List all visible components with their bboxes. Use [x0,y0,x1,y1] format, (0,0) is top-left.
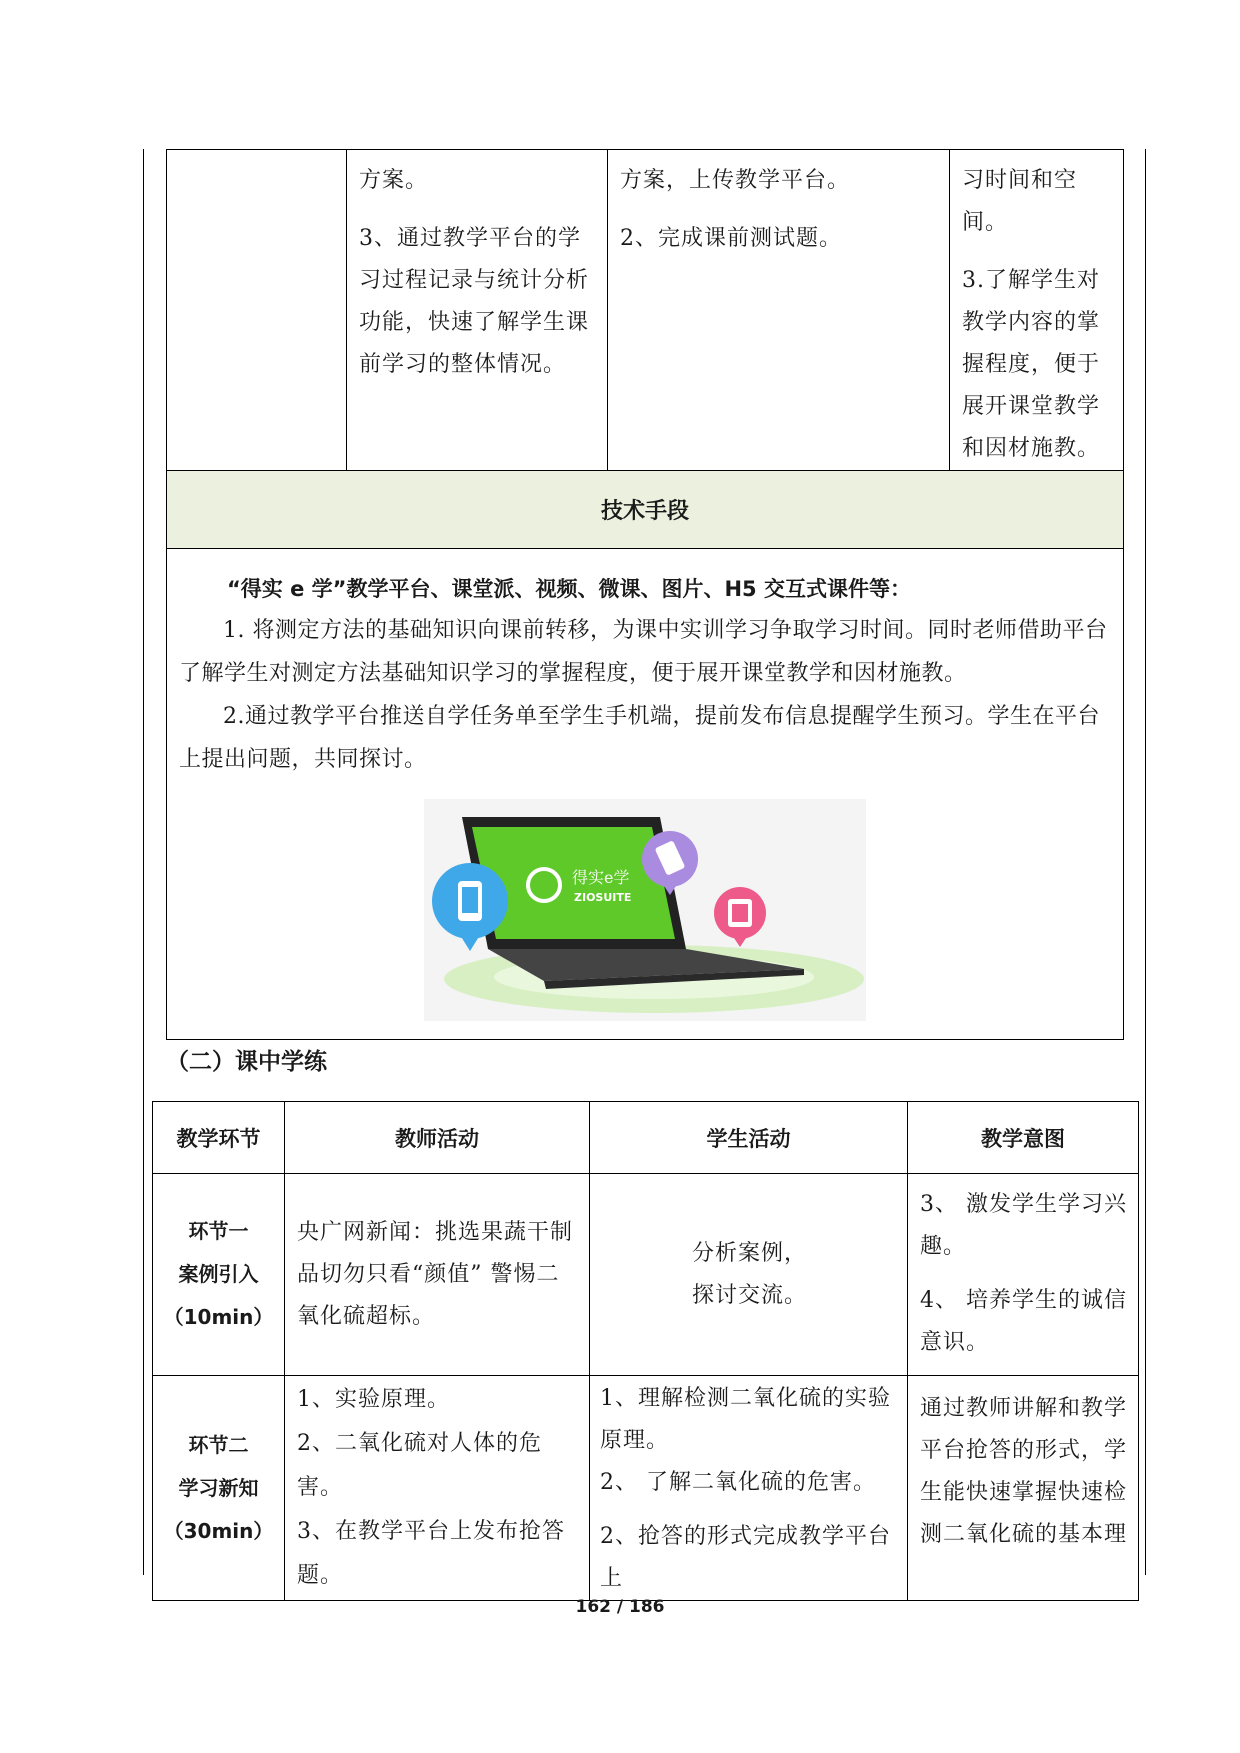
logo-text-cn: 得实e学 [572,868,630,887]
teacher-line: 方案。 [359,168,429,193]
stage-cell [153,1174,285,1376]
header-intent: 教学意图 [908,1102,1139,1174]
table-header-row [153,1102,1139,1174]
intent-line: 3、 激发学生学习兴趣。 [920,1192,1127,1259]
tech-heading: 技术手段 [167,471,1124,549]
intent-cell [908,1174,1139,1376]
teacher-line: 3、在教学平台上发布抢答题。 [297,1519,565,1588]
tech-paragraph: 2.通过教学平台推送自学任务单至学生手机端，提前发布信息提醒学生预习。学生在平台上提出问题，共同探讨。 [179,704,1100,772]
teacher-line: 2、二氧化硫对人体的危害。 [297,1431,542,1500]
student-line: 分析案例， [692,1240,808,1266]
intent-cell [950,150,1124,471]
laptop-platform-image [424,799,866,1021]
student-activity-cell [590,1174,908,1376]
teacher-line: 央广网新闻：挑选果蔬干制品切勿只看“颜值” 警惕二氧化硫超标。 [297,1219,574,1329]
page-number: 162 / 186 [575,1597,665,1617]
intent-line: 3.了解学生对教学内容的掌握程度，便于展开课堂教学和因材施教。 [962,268,1101,461]
teacher-line: 1、实验原理。 [297,1387,450,1412]
intent-cell [908,1376,1139,1601]
table-row [153,1174,1139,1376]
teacher-activity-cell [285,1174,590,1376]
intent-line: 4、 培养学生的诚信意识。 [920,1288,1127,1355]
student-line: 探讨交流。 [692,1282,808,1308]
intent-line: 通过教师讲解和教学平台抢答的形式，学生能快速掌握快速检测二氧化硫的基本理 [920,1396,1128,1547]
table-row [167,549,1124,1040]
in-class-table [152,1101,1139,1601]
student-line: 2、抢答的形式完成教学平台上 [600,1524,891,1591]
tech-intro: “得实 e 学”教学平台、课堂派、视频、微课、图片、H5 交互式课件等： [227,577,911,601]
stage-line: 环节二 [188,1432,249,1457]
stage-cell [153,1376,285,1601]
stage-line: （30min） [163,1518,274,1543]
student-activity-cell [608,150,950,471]
student-line: 1、理解检测二氧化硫的实验原理。 [600,1386,891,1453]
table-row [167,150,1124,471]
student-line: 2、 了解二氧化硫的危害。 [600,1470,876,1495]
intent-line: 习时间和空间。 [962,168,1078,235]
teacher-activity-cell [285,1376,590,1601]
table-row [167,471,1124,549]
student-line: 方案，上传教学平台。 [620,168,851,193]
stage-line: 案例引入 [178,1262,259,1286]
section-heading: （二）课中学练 [166,1049,327,1075]
header-student: 学生活动 [590,1102,908,1174]
stage-line: （10min） [163,1305,274,1329]
stage-line: 学习新知 [178,1475,259,1500]
header-teacher: 教师活动 [285,1102,590,1174]
student-activity-cell [590,1376,908,1601]
stage-cell [167,150,347,471]
table-row [153,1376,1139,1601]
logo-text-en: ZIOSUITE [574,891,632,904]
student-line: 2、完成课前测试题。 [620,226,842,251]
header-stage: 教学环节 [153,1102,285,1174]
stage-line: 环节一 [188,1219,249,1243]
teacher-activity-cell [347,150,608,471]
tech-paragraph: 1. 将测定方法的基础知识向课前转移，为课中实训学习争取学习时间。同时老师借助平台了解学生对测定方法基础知识学习的掌握程度，便于展开课堂教学和因材施教。 [179,618,1108,686]
tech-content-cell [167,549,1124,1040]
pre-class-table [166,149,1124,1040]
teacher-line: 3、通过教学平台的学习过程记录与统计分析功能，快速了解学生课前学习的整体情况。 [359,226,590,377]
